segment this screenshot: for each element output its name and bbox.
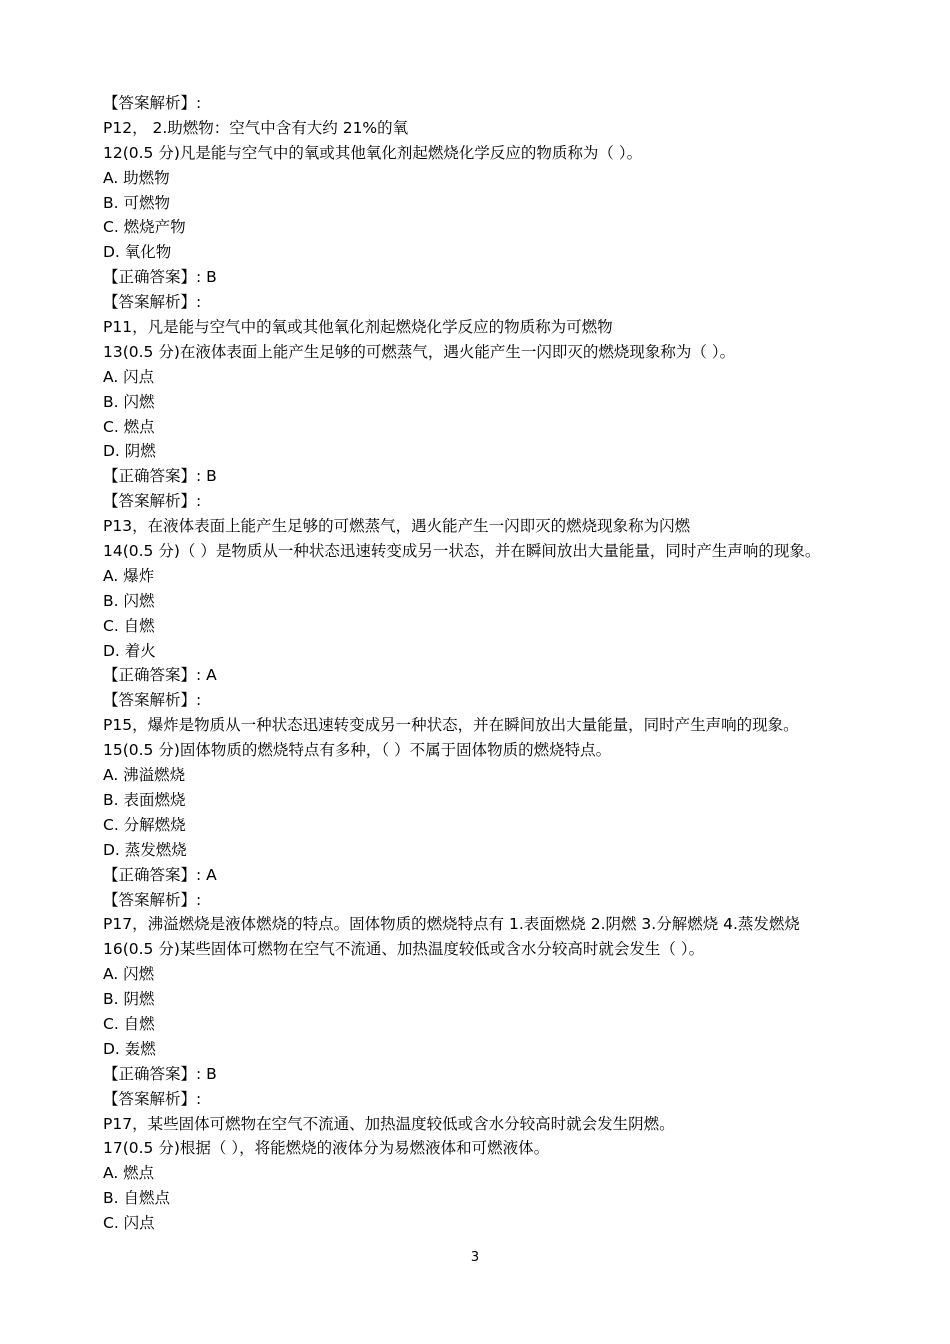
text-line: P15，爆炸是物质从一种状态迅速转变成另一种状态，并在瞬间放出大量能量，同时产生声响的现象。 <box>103 716 799 735</box>
text-line: B. 可燃物 <box>103 193 170 212</box>
text-line: C. 自燃 <box>103 1014 155 1033</box>
text-line: C. 燃点 <box>103 417 155 436</box>
text-line: C. 燃烧产物 <box>103 218 186 237</box>
text-line: B. 自燃点 <box>103 1189 170 1208</box>
text-line: P17，沸溢燃烧是液体燃烧的特点。固体物质的燃烧特点有 1.表面燃烧 2.阴燃 3.分解燃烧 4.蒸发燃烧 <box>103 915 800 934</box>
text-line: 【正确答案】: A <box>103 666 217 685</box>
text-line: C. 自燃 <box>103 616 155 635</box>
text-line: A. 闪燃 <box>103 965 155 984</box>
document-body <box>103 91 903 1236</box>
text-line: 【答案解析】: <box>103 890 202 909</box>
text-line: B. 闪燃 <box>103 392 155 411</box>
text-line: A. 燃点 <box>103 1164 155 1183</box>
text-line: C. 分解燃烧 <box>103 815 186 834</box>
text-line: 15(0.5 分)固体物质的燃烧特点有多种，（ ）不属于固体物质的燃烧特点。 <box>103 741 612 760</box>
text-line: 【答案解析】: <box>103 492 202 511</box>
text-line: 【答案解析】: <box>103 1089 202 1108</box>
text-line: 【正确答案】: B <box>103 268 217 287</box>
text-line: 12(0.5 分)凡是能与空气中的氧或其他氧化剂起燃烧化学反应的物质称为（ ）。 <box>103 143 643 162</box>
text-line: D. 蒸发燃烧 <box>103 840 187 859</box>
text-line: B. 阴燃 <box>103 990 155 1009</box>
text-line: P12， 2.助燃物：空气中含有大约 21%的氧 <box>103 118 409 137</box>
text-line: 【正确答案】: B <box>103 467 217 486</box>
text-line: A. 助燃物 <box>103 168 170 187</box>
text-line: C. 闪点 <box>103 1214 155 1233</box>
text-line: D. 氧化物 <box>103 243 172 262</box>
text-line: P11，凡是能与空气中的氧或其他氧化剂起燃烧化学反应的物质称为可燃物 <box>103 318 613 337</box>
text-line: B. 闪燃 <box>103 591 155 610</box>
text-line: B. 表面燃烧 <box>103 790 186 809</box>
text-line: 13(0.5 分)在液体表面上能产生足够的可燃蒸气，遇火能产生一闪即灭的燃烧现象称为（ ）。 <box>103 342 736 361</box>
text-line: 【答案解析】: <box>103 293 202 312</box>
text-line: 【正确答案】: A <box>103 865 217 884</box>
text-line: 【答案解析】: <box>103 94 202 112</box>
text-line: 【答案解析】: <box>103 691 202 710</box>
text-line: 16(0.5 分)某些固体可燃物在空气不流通、加热温度较低或含水分较高时就会发生（ ）。 <box>103 940 705 959</box>
text-line: P17，某些固体可燃物在空气不流通、加热温度较低或含水分较高时就会发生阴燃。 <box>103 1114 675 1133</box>
text-line: A. 闪点 <box>103 367 155 386</box>
text-line: D. 阴燃 <box>103 442 156 461</box>
text-line: D. 轰燃 <box>103 1039 156 1058</box>
page-number: 3 <box>470 1250 480 1265</box>
text-line: 17(0.5 分)根据（ ），将能燃烧的液体分为易燃液体和可燃液体。 <box>103 1139 550 1158</box>
text-line: A. 沸溢燃烧 <box>103 766 186 785</box>
text-line: A. 爆炸 <box>103 566 155 585</box>
text-line: 【正确答案】: B <box>103 1064 217 1083</box>
text-line: 14(0.5 分)（ ）是物质从一种状态迅速转变成另一状态，并在瞬间放出大量能量，同时产生声响的现象。 <box>103 542 821 561</box>
text-line: P13，在液体表面上能产生足够的可燃蒸气，遇火能产生一闪即灭的燃烧现象称为闪燃 <box>103 517 691 536</box>
text-line: D. 着火 <box>103 641 156 660</box>
